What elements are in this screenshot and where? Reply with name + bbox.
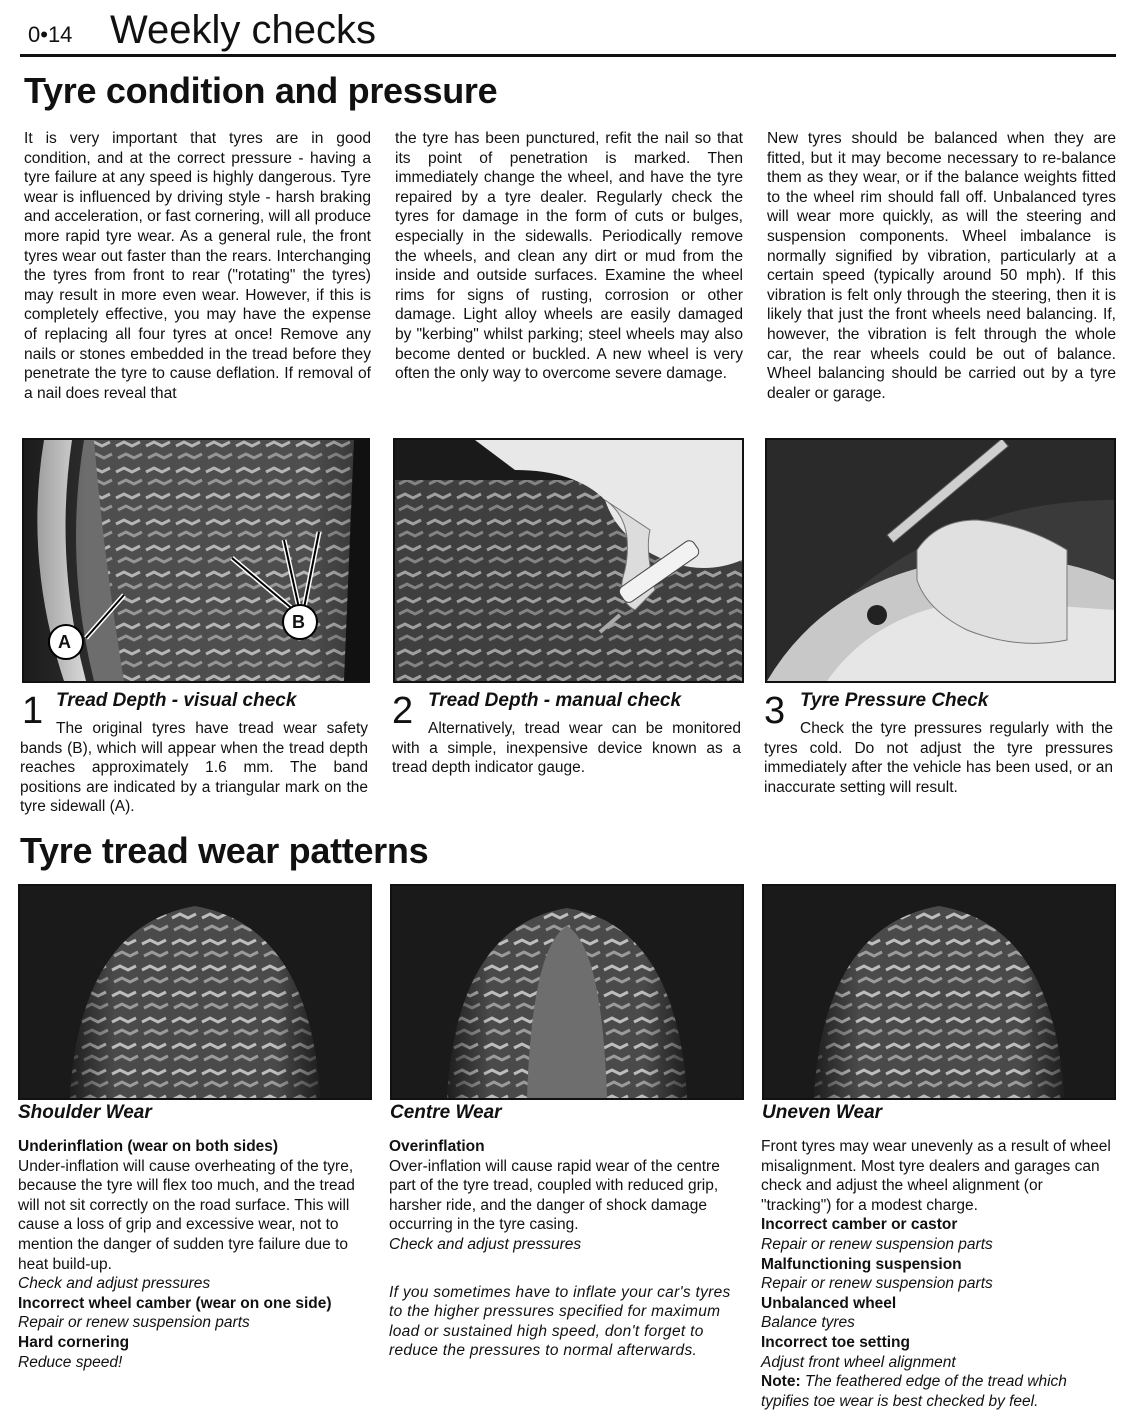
photo-centre-wear [390,884,744,1100]
page-header [20,6,1116,50]
uneven-text-1: Front tyres may wear unevenly as a result of wheel misalignment. Most tyre dealers and garages can check and adjust the wheel alignment (or "tracking") for a modest charge. [761,1138,1111,1214]
shoulder-remedy-3: Reduce speed! [18,1353,123,1371]
uneven-note-text: The feathered edge of the tread which typifies toe wear is best checked by feel. [761,1373,1067,1410]
uneven-heading-2: Malfunctioning suspension [761,1255,962,1273]
uneven-remedy-4: Adjust front wheel alignment [761,1353,956,1371]
shoulder-heading-1: Underinflation (wear on both sides) [18,1138,279,1155]
uneven-heading-3: Unbalanced wheel [761,1294,897,1312]
uneven-heading-1: Incorrect camber or castor [761,1216,958,1234]
section-title-tyre-condition: Tyre condition and pressure [24,70,498,111]
header-title: Weekly checks [110,8,377,52]
caption-body-1: The original tyres have tread wear safety bands (B), which will appear when the tread depth reaches approximately 1.6 mm. The band positions are indicated by a triangular mark on the tyre sidewall (A). [20,720,368,816]
label-a: A [58,632,71,652]
uneven-remedy-2: Repair or renew suspension parts [761,1275,993,1293]
caption-title-3: Tyre Pressure Check [800,690,989,711]
page-number: 0•14 [28,22,73,47]
caption-number-1: 1 [22,690,44,732]
photo-tyre-pressure-gauge [765,438,1116,683]
intro-column-3 [767,129,1116,403]
shoulder-heading-2: Incorrect wheel camber (wear on one side) [18,1294,332,1312]
intro-paragraph-2: the tyre has been punctured, refit the nail so that its point of penetration is marked. Then immediately change the wheel, and have the tyre repaired by a tyre dealer. Regularly check the tyres for damage in the form of cuts or bulges, especially in the sidewalls. Periodically remove the wheels, and clean any dirt or mud from the inside and outside surfaces. Examine the wheel rims for signs of rusting, corrosion or other damage. Light alloy wheels are easily damaged by "kerbing" whilst parking; steel wheels may also become dented or buckled. A new wheel is very often the only way to overcome severe damage. [395,130,743,383]
photo-tread-depth-gauge [393,438,744,683]
shoulder-wear-column [18,1137,364,1372]
intro-paragraph-3: New tyres should be balanced when they are fitted, but it may become necessary to re-balance them as they wear, or if the balance weights fitted to the wheel rim should fall off. Unbalanced tyres will wear more quickly, as will the steering and suspension components. Wheel imbalance is normally signified by vibration, particularly at a certain speed (typically around 50 mph). If this vibration is felt only through the steering, then it is likely that just the front wheels need balancing. If, however, the vibration is felt through the whole car, the rear wheels could be out of balance. Wheel balancing should be carried out by a tyre dealer or garage. [767,130,1116,402]
label-b: B [292,612,305,632]
shoulder-heading-3: Hard cornering [18,1333,130,1351]
uneven-remedy-3: Balance tyres [761,1314,855,1332]
section-title-tread-wear-patterns: Tyre tread wear patterns [20,830,429,871]
header-rule [20,54,1116,57]
uneven-wear-column [761,1137,1111,1411]
photo-shoulder-wear [18,884,372,1100]
uneven-heading-4: Incorrect toe setting [761,1333,910,1351]
centre-note: If you sometimes have to inflate your car's tyres to the higher pressures specified for maximum load or sustained high speed, don't forget to reduce the pressures to normal afterwards. [389,1283,731,1360]
centre-heading-1: Overinflation [389,1138,485,1155]
intro-column-1 [24,129,371,403]
caption-number-2: 2 [392,690,414,732]
intro-column-2 [395,129,743,384]
centre-text-1: Over-inflation will cause rapid wear of the centre part of the tyre tread, coupled with reduced grip, harsher ride, and the danger of shock damage occurring in the tyre casing. [389,1157,720,1234]
intro-paragraph-1: It is very important that tyres are in good condition, and at the correct pressure - having a tyre failure at any speed is highly dangerous. Tyre wear is influenced by driving style - harsh braking and acceleration, or fast cornering, will all produce more rapid tyre wear. As a general rule, the front tyres wear out faster than the rears. Interchanging the tyres from front to rear ("rotating" the tyres) may result in more even wear. However, if this is completely effective, you may have the expense of replacing all four tyres at once! Remove any nails or stones embedded in the tread before they penetrate the tyre to cause deflation. If removal of a nail does reveal that [24,130,371,402]
caption-title-1: Tread Depth - visual check [56,690,297,711]
photo-tread-safety-bands [22,438,370,683]
shoulder-wear-title: Shoulder Wear [18,1102,152,1123]
caption-body-2: Alternatively, tread wear can be monitored with a simple, inexpensive device known as a tread depth indicator gauge. [392,720,741,777]
centre-wear-column [389,1137,738,1361]
uneven-remedy-1: Repair or renew suspension parts [761,1235,993,1253]
centre-remedy-1: Check and adjust pressures [389,1235,582,1253]
uneven-note [761,1372,1111,1411]
caption-body-3: Check the tyre pressures regularly with the tyres cold. Do not adjust the tyre pressures immediately after the vehicle has been used, or an inaccurate setting will result. [764,720,1113,796]
uneven-wear-title: Uneven Wear [762,1102,883,1123]
photo-uneven-wear [762,884,1116,1100]
caption-number-3: 3 [764,690,786,732]
uneven-note-label: Note: [761,1373,801,1391]
shoulder-remedy-1: Check and adjust pressures [18,1275,211,1293]
centre-wear-title: Centre Wear [390,1102,502,1123]
shoulder-text-1: Under-inflation will cause overheating of the tyre, because the tyre will flex too much, and the tread will not sit correctly on the road surface. This will cause a loss of grip and excessive wear, not to mention the danger of sudden tyre failure due to heat build-up. [18,1157,355,1273]
caption-title-2: Tread Depth - manual check [428,690,682,711]
shoulder-remedy-2: Repair or renew suspension parts [18,1314,250,1332]
